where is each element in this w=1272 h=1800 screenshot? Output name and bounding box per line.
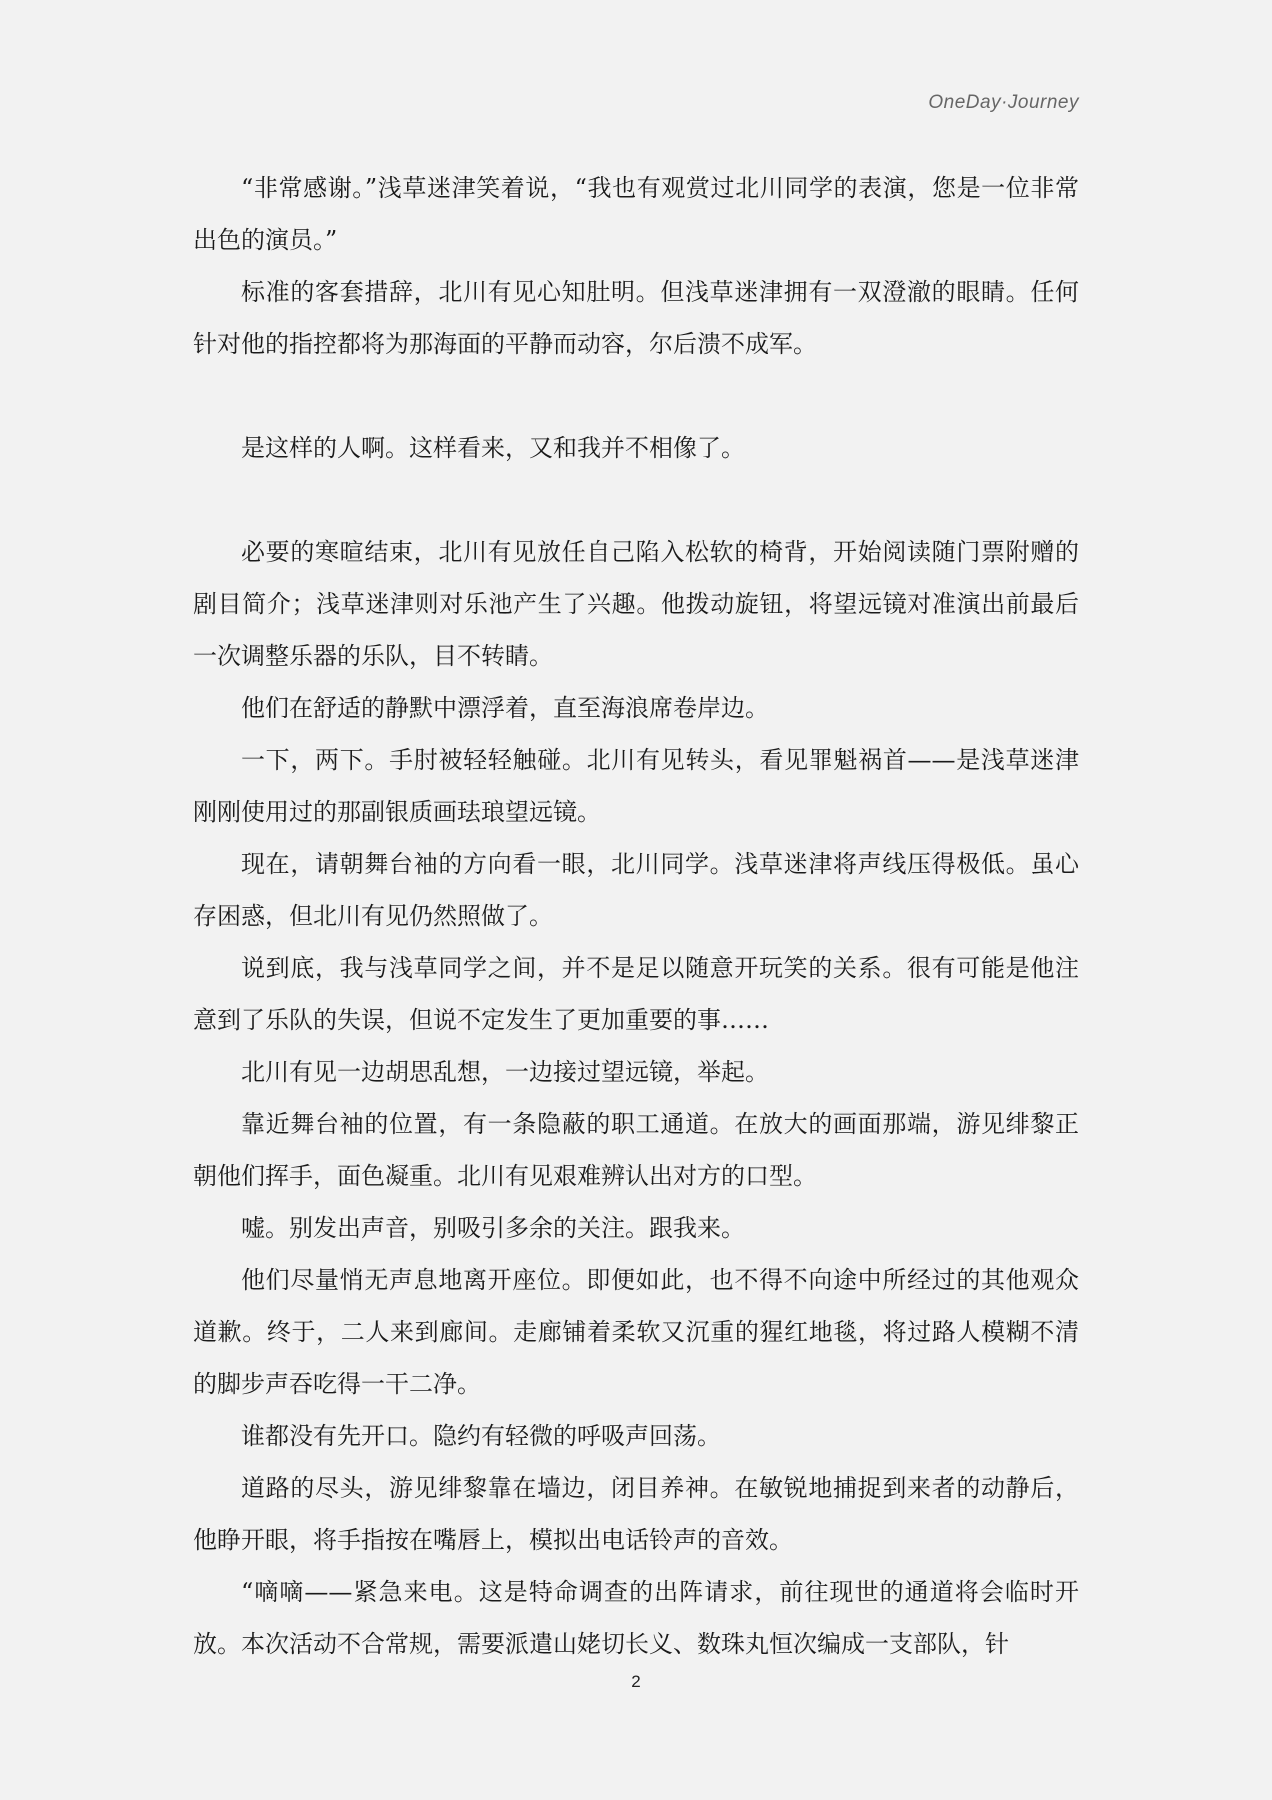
body-text xyxy=(193,162,1079,1670)
paragraph-1: “非常感谢。”浅草迷津笑着说，“我也有观赏过北川同学的表演，您是一位非常出色的演员。” xyxy=(193,174,1079,254)
paragraph-9: 北川有见一边胡思乱想，一边接过望远镜，举起。 xyxy=(241,1058,769,1086)
paragraph-10: 靠近舞台袖的位置，有一条隐蔽的职工通道。在放大的画面那端，游见绯黎正朝他们挥手，面色凝重。北川有见艰难辨认出对方的口型。 xyxy=(193,1110,1079,1190)
paragraph-6: 一下，两下。手肘被轻轻触碰。北川有见转头，看见罪魁祸首——是浅草迷津刚刚使用过的那副银质画珐琅望远镜。 xyxy=(193,746,1079,826)
paragraph-12: 他们尽量悄无声息地离开座位。即便如此，也不得不向途中所经过的其他观众道歉。终于，二人来到廊间。走廊铺着柔软又沉重的猩红地毯，将过路人模糊不清的脚步声吞吃得一干二净。 xyxy=(193,1266,1079,1398)
paragraph-3: 是这样的人啊。这样看来，又和我并不相像了。 xyxy=(241,434,745,462)
paragraph-15: “嘀嘀——紧急来电。这是特命调查的出阵请求，前往现世的通道将会临时开放。本次活动不合常规，需要派遣山姥切长义、数珠丸恒次编成一支部队，针 xyxy=(193,1578,1079,1658)
paragraph-11: 嘘。别发出声音，别吸引多余的关注。跟我来。 xyxy=(241,1214,745,1242)
paragraph-13: 谁都没有先开口。隐约有轻微的呼吸声回荡。 xyxy=(241,1422,721,1450)
running-header: OneDay·Journey xyxy=(928,92,1079,113)
paragraph-8: 说到底，我与浅草同学之间，并不是足以随意开玩笑的关系。很有可能是他注意到了乐队的失误，但说不定发生了更加重要的事…… xyxy=(193,954,1079,1034)
page-number: 2 xyxy=(631,1672,641,1691)
blank-line xyxy=(193,474,1079,526)
paragraph-7: 现在，请朝舞台袖的方向看一眼，北川同学。浅草迷津将声线压得极低。虽心存困惑，但北川有见仍然照做了。 xyxy=(193,850,1079,930)
paragraph-14: 道路的尽头，游见绯黎靠在墙边，闭目养神。在敏锐地捕捉到来者的动静后，他睁开眼，将手指按在嘴唇上，模拟出电话铃声的音效。 xyxy=(193,1474,1079,1554)
paragraph-2: 标准的客套措辞，北川有见心知肚明。但浅草迷津拥有一双澄澈的眼睛。任何针对他的指控都将为那海面的平静而动容，尔后溃不成军。 xyxy=(193,278,1079,358)
blank-line xyxy=(193,370,1079,422)
paragraph-5: 他们在舒适的静默中漂浮着，直至海浪席卷岸边。 xyxy=(241,694,769,722)
paragraph-4: 必要的寒暄结束，北川有见放任自己陷入松软的椅背，开始阅读随门票附赠的剧目简介；浅草迷津则对乐池产生了兴趣。他拨动旋钮，将望远镜对准演出前最后一次调整乐器的乐队，目不转睛。 xyxy=(193,538,1079,670)
